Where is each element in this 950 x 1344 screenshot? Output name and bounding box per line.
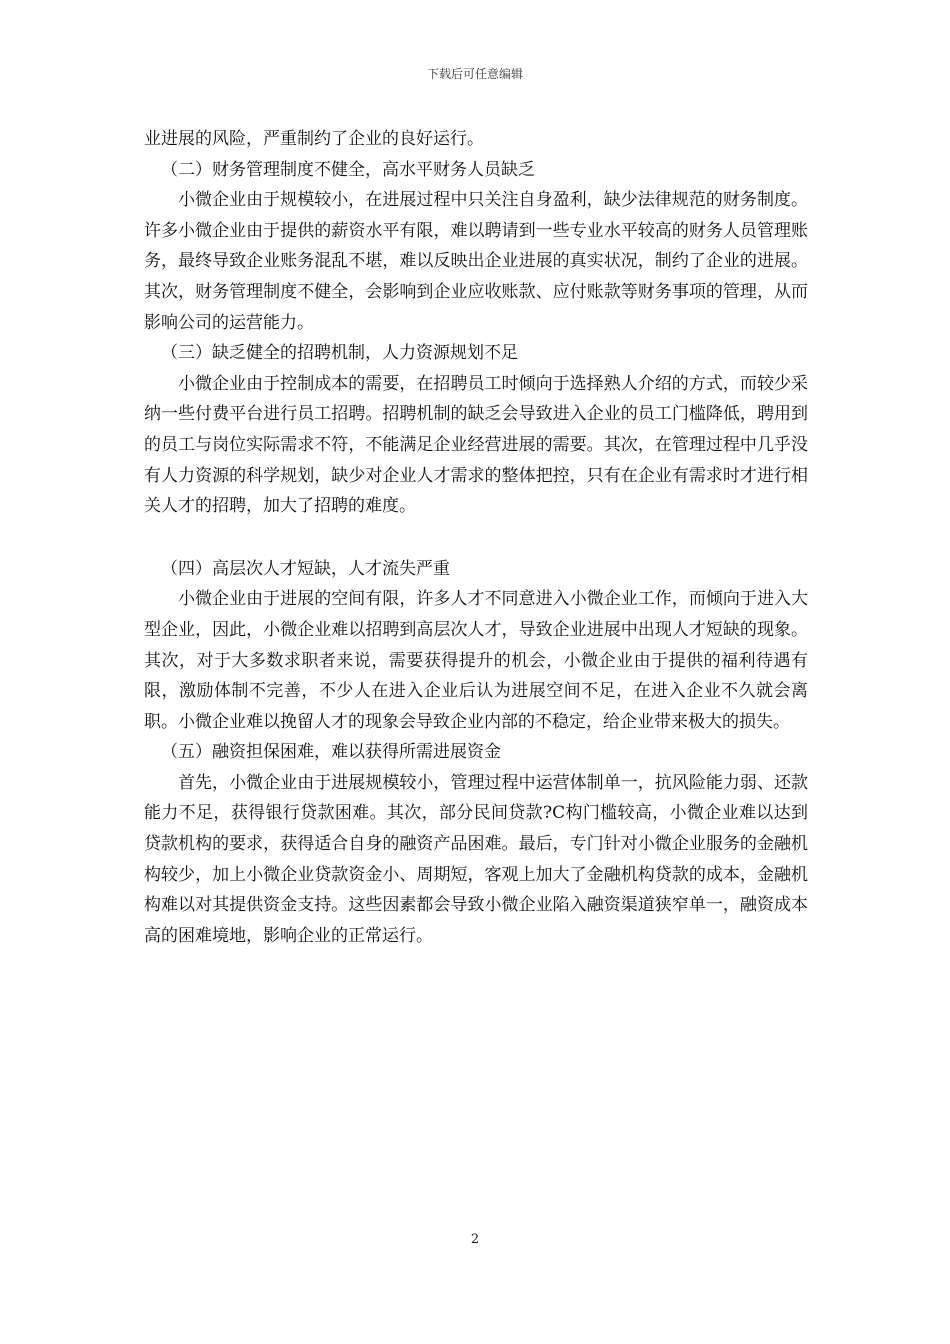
section-heading-4: （四）高层次人才短缺，人才流失严重	[161, 558, 450, 579]
document-body	[144, 124, 808, 951]
page-number: 2	[470, 1232, 480, 1247]
paragraph-finance: 小微企业由于规模较小，在进展过程中只关注自身盈利，缺少法律规范的财务制度。许多小微企业由于提供的薪资水平有限，难以聘请到一些专业水平较高的财务人员管理账务，最终导致企业账务混乱不堪，难以反映出企业进展的真实状况，制约了企业的进展。其次，财务管理制度不健全，会影响到企业应收账款、应付账款等财务事项的管理，从而影响公司的运营能力。	[144, 190, 808, 333]
section-heading-3: （三）缺乏健全的招聘机制，人力资源规划不足	[161, 343, 518, 364]
section-heading-5: （五）融资担保困难，难以获得所需进展资金	[161, 742, 501, 763]
section-heading-2: （二）财务管理制度不健全，高水平财务人员缺乏	[161, 159, 535, 180]
paragraph-recruitment: 小微企业由于控制成本的需要，在招聘员工时倾向于选择熟人介绍的方式，而较少采纳一些付费平台进行员工招聘。招聘机制的缺乏会导致进入企业的员工门槛降低，聘用到的员工与岗位实际需求不符，不能满足企业经营进展的需要。其次，在管理过程中几乎没有人力资源的科学规划，缺少对企业人才需求的整体把控，只有在企业有需求时才进行相关人才的招聘，加大了招聘的难度。	[144, 373, 808, 517]
paragraph-talent: 小微企业由于进展的空间有限，许多人才不同意进入小微企业工作，而倾向于进入大型企业，因此，小微企业难以招聘到高层次人才，导致企业进展中出现人才短缺的现象。其次，对于大多数求职者来说，需要获得提升的机会，小微企业由于提供的福利待遇有限，激励体制不完善，不少人在进入企业后认为进展空间不足，在进入企业不久就会离职。小微企业难以挽留人才的现象会导致企业内部的不稳定，给企业带来极大的损失。	[144, 589, 808, 732]
paragraph-financing: 首先，小微企业由于进展规模较小，管理过程中运营体制单一，抗风险能力弱、还款能力不足，获得银行贷款困难。其次，部分民间贷款?C构门槛较高，小微企业难以达到贷款机构的要求，获得适合自身的融资产品困难。最后，专门针对小微企业服务的金融机构较少，加上小微企业贷款资金小、周期短，客观上加大了金融机构贷款的成本，金融机构难以对其提供资金支持。这些因素都会导致小微企业陷入融资渠道狭窄单一，融资成本高的困难境地，影响企业的正常运行。	[144, 772, 808, 946]
paragraph-continuation: 业进展的风险，严重制约了企业的良好运行。	[144, 129, 484, 149]
page-header: 下载后可任意编辑	[426, 67, 523, 81]
